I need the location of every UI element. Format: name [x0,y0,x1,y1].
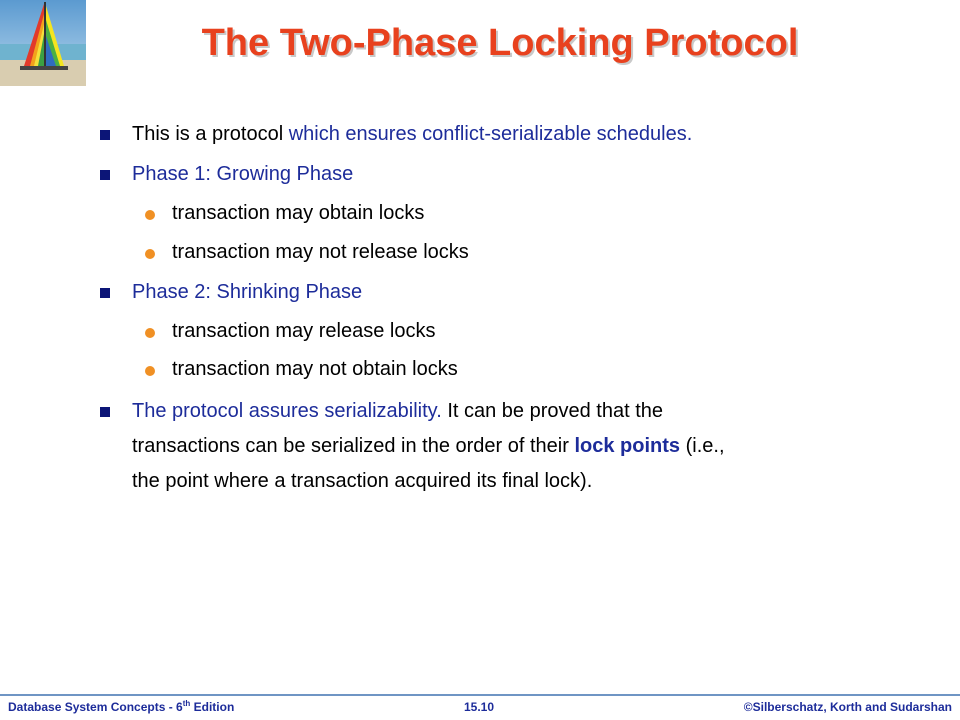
sub-bullet-text: transaction may release locks [172,320,436,342]
footer-edition-sup: th [182,699,191,708]
bullet-protocol-definition [132,118,692,150]
bullet-serializability [132,395,892,497]
footer-edition: Edition [190,700,235,714]
sub-bullet-text: transaction may not obtain locks [172,358,458,380]
lock-points-term: lock points [574,435,681,457]
bullet-text: It can be proved that the [441,400,664,422]
sub-bullet [172,236,469,268]
footer-book-title [8,700,234,714]
bullet-growing-phase [132,158,353,190]
round-bullet-icon [145,249,155,259]
bullet-shrinking-phase [132,276,362,308]
footer-book-name: Database System Concepts - 6 [8,700,183,714]
footer-rule [0,694,960,696]
footer-page-number: 15.10 [464,700,495,714]
square-bullet-icon [100,130,110,140]
round-bullet-icon [145,210,155,220]
sub-bullet [172,197,424,229]
bullet-text: the point where a transaction acquired its final lock). [132,470,593,492]
sub-bullet [172,353,458,385]
round-bullet-icon [145,328,155,338]
square-bullet-icon [100,170,110,180]
footer-copyright: ©Silberschatz, Korth and Sudarshan [743,700,952,714]
sub-bullet-text: transaction may obtain locks [172,202,425,224]
bullet-text: This is a protocol [132,123,289,145]
bullet-text: transactions can be serialized in the order of their [132,435,575,457]
bullet-line-3 [132,465,892,497]
slide-title: The Two-Phase Locking Protocol [201,22,799,64]
bullet-highlight: The protocol assures serializability. [132,400,442,422]
bullet-line-1 [132,395,892,427]
sub-bullet-text: transaction may not release locks [172,241,469,263]
square-bullet-icon [100,288,110,298]
bullet-text: (i.e., [680,435,725,457]
bullet-highlight: which ensures conflict-serializable schedules. [288,123,693,145]
square-bullet-icon [100,407,110,417]
bullet-text: Phase 2: Shrinking Phase [132,281,363,303]
bullet-line-2 [132,430,892,462]
round-bullet-icon [145,366,155,376]
bullet-text: Phase 1: Growing Phase [132,163,354,185]
sub-bullet [172,315,435,347]
